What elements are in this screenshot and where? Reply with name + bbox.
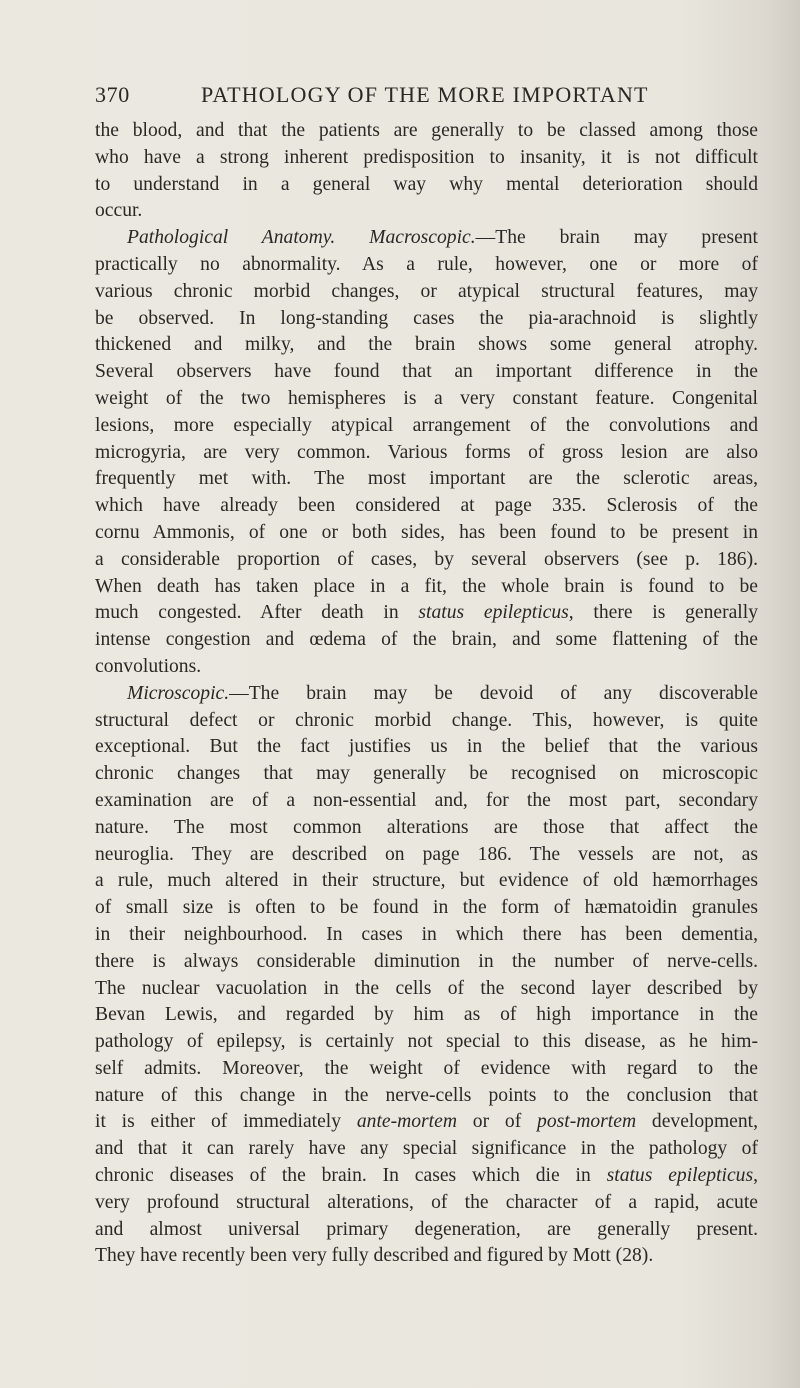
text-line: Bevan Lewis, and regarded by him as of high importance in the — [95, 1004, 758, 1026]
text-line: They have recently been very fully described and figured by Mott (28). — [95, 1245, 654, 1267]
text-line: the blood, and that the patients are generally to be classed among those — [95, 120, 758, 141]
text-line: much congested. After death in status epilepticus, there is generally — [95, 602, 758, 624]
section-heading-pathological-anatomy: Pathological Anatomy. — [127, 227, 336, 249]
body-text — [95, 118, 758, 1270]
text-line: nature of this change in the nerve-cells points to the conclusion that — [95, 1084, 758, 1106]
text-line: chronic changes that may generally be recognised on microscopic — [95, 763, 758, 785]
text-line: be observed. In long-standing cases the pia-arachnoid is slightly — [95, 307, 758, 329]
text-line: frequently met with. The most important are the sclerotic areas, — [95, 468, 758, 490]
text-line: lesions, more especially atypical arrangement of the convolutions and — [95, 414, 758, 436]
subheading-macroscopic: Macroscopic. — [369, 227, 476, 249]
text-line: intense congestion and œdema of the brain, and some flattening of the — [95, 629, 758, 651]
text-line: The nuclear vacuolation in the cells of the second layer described by — [95, 977, 758, 999]
text-line: weight of the two hemispheres is a very constant feature. Congenital — [95, 387, 758, 409]
text-line: convolutions. — [95, 655, 202, 677]
subheading-microscopic: Microscopic. — [127, 682, 230, 704]
text-line: very profound structural alterations, of the character of a rapid, acute — [95, 1191, 758, 1213]
text-line: When death has taken place in a fit, the whole brain is found to be — [95, 575, 758, 597]
text-line: a considerable proportion of cases, by several observers (see p. 186). — [95, 548, 758, 570]
paragraph-microscopic — [95, 681, 758, 1271]
text-line: Microscopic.—The brain may be devoid of any discoverable — [127, 682, 758, 704]
text-line: there is always considerable diminution in the number of nerve-cells. — [95, 950, 758, 972]
paragraph-macroscopic — [95, 225, 758, 681]
text-line: thickened and milky, and the brain shows some general atrophy. — [95, 334, 758, 356]
text-line: in their neighbourhood. In cases in which there has been dementia, — [95, 923, 758, 945]
text-line: self admits. Moreover, the weight of evidence with regard to the — [95, 1057, 758, 1079]
text-line: practically no abnormality. As a rule, however, one or more of — [95, 253, 758, 275]
text-line: chronic diseases of the brain. In cases which die in status epilepticus, — [95, 1165, 758, 1187]
text-line: neuroglia. They are described on page 186. The vessels are not, as — [95, 843, 758, 865]
text-line: who have a strong inherent predisposition to insanity, it is not difficult — [95, 146, 758, 168]
text-line: and that it can rarely have any special significance in the pathology of — [95, 1138, 758, 1160]
text-line: exceptional. But the fact justifies us in the belief that the various — [95, 736, 758, 758]
text-line: examination are of a non-essential and, for the most part, secondary — [95, 789, 758, 811]
page-number: 370 — [95, 82, 130, 107]
text-line: structural defect or chronic morbid change. This, however, is quite — [95, 709, 758, 731]
text-line: various chronic morbid changes, or atypical structural features, may — [95, 280, 758, 302]
text-line: occur. — [95, 200, 143, 222]
text-line: Pathological Anatomy. Macroscopic.—The brain may present — [127, 227, 759, 249]
text-line: of small size is often to be found in the form of hæmatoidin granules — [95, 897, 758, 919]
paragraph-1 — [95, 118, 758, 225]
running-title: PATHOLOGY OF THE MORE IMPORTANT — [201, 82, 649, 107]
text-line: and almost universal primary degeneration, are generally present. — [95, 1218, 758, 1240]
text-line: which have already been considered at page 335. Sclerosis of the — [95, 495, 758, 517]
text-line: nature. The most common alterations are those that affect the — [95, 816, 758, 838]
text-line: Several observers have found that an important difference in the — [95, 361, 758, 383]
text-line: to understand in a general way why mental deterioration should — [95, 173, 758, 195]
text-line: a rule, much altered in their structure, but evidence of old hæmorrhages — [95, 870, 758, 892]
text-line: microgyria, are very common. Various forms of gross lesion are also — [95, 441, 758, 463]
text-line: it is either of immediately ante-mortem or of post-mortem development, — [95, 1111, 759, 1133]
text-line: cornu Ammonis, of one or both sides, has been found to be present in — [95, 521, 758, 543]
text-line: pathology of epilepsy, is certainly not special to this disease, as he him- — [95, 1031, 758, 1053]
